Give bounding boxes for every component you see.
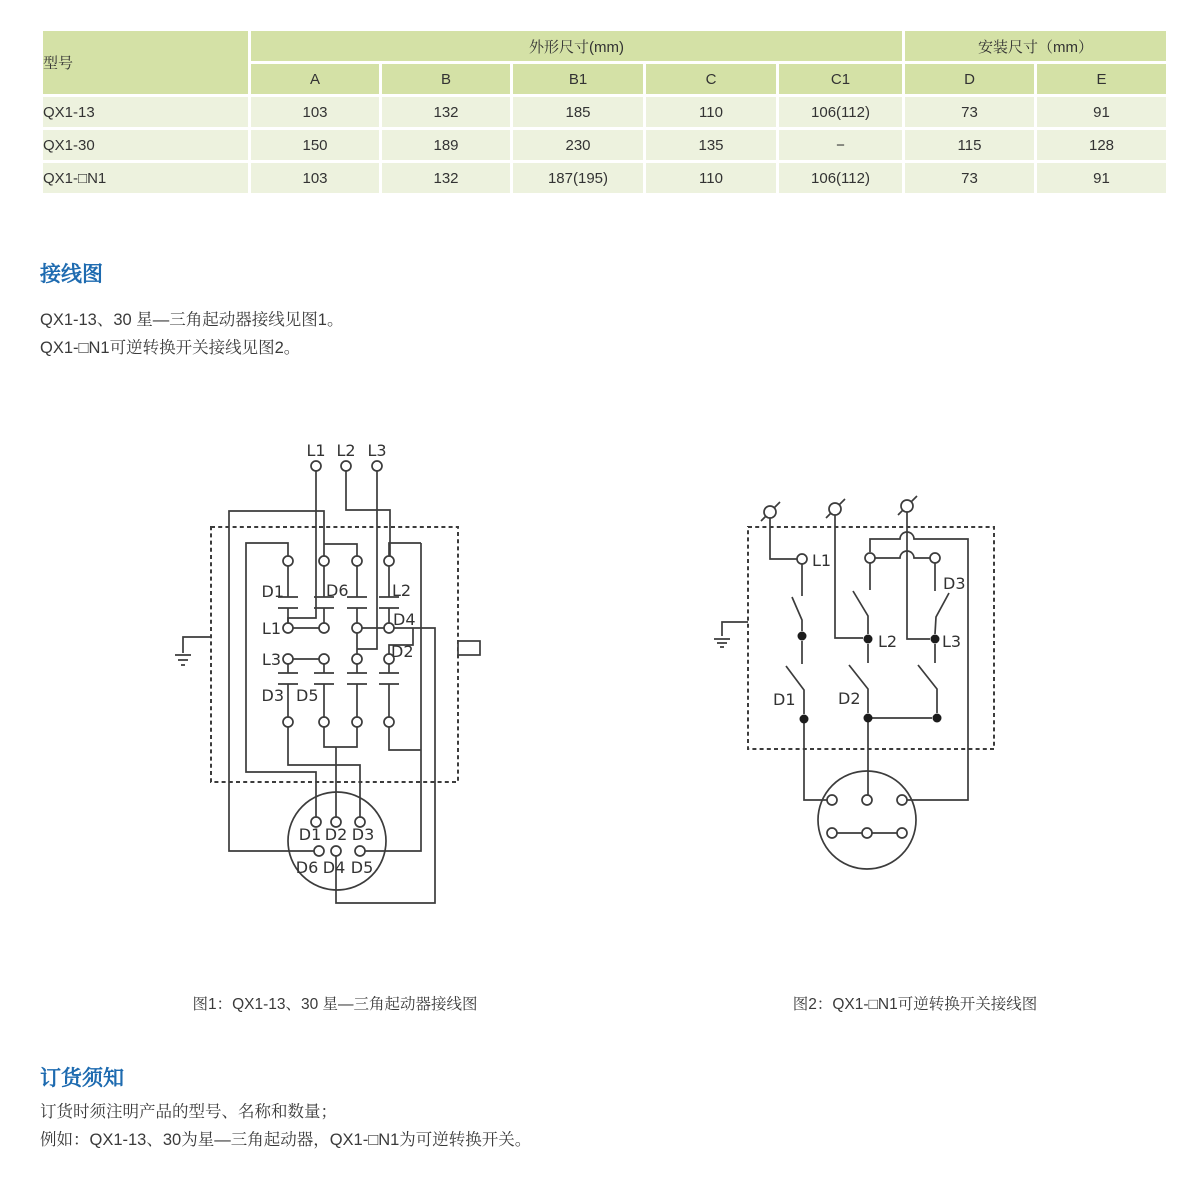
cell-a: 103: [251, 97, 379, 127]
fig1-label-l3-mid: L3: [261, 650, 281, 669]
cell-e: 128: [1037, 130, 1166, 160]
fig2-label-d2: D2: [838, 689, 861, 708]
fig1-ground-symbol: [175, 637, 211, 665]
fig2-wire-phase1: [770, 518, 797, 559]
fig2-node-d1: [800, 715, 809, 724]
fig1-label-d3: D3: [261, 686, 284, 705]
fig1-node: [319, 717, 329, 727]
fig2-supply-terminal-2: [829, 503, 841, 515]
fig1-label-d2: D2: [391, 642, 414, 661]
fig2-node: [865, 553, 875, 563]
col-header-d: D: [905, 64, 1034, 94]
table-header-mount-group: 安装尺寸（mm）: [905, 31, 1166, 61]
wiring-diagrams: [0, 435, 1200, 945]
ordering-text-line1: 订货时须注明产品的型号、名称和数量；: [40, 1103, 337, 1121]
fig1-wire-l1: [288, 471, 316, 623]
col-header-e: E: [1037, 64, 1166, 94]
cell-b: 132: [382, 97, 510, 127]
fig1-label-d6: D6: [326, 581, 349, 600]
fig2-motor-terminal: [827, 795, 837, 805]
table-header-dim-group: 外形尺寸(mm): [251, 31, 902, 61]
fig2-node-d3: [930, 553, 940, 563]
cell-c1: 106(112): [779, 163, 902, 193]
col-header-b1: B1: [513, 64, 643, 94]
ordering-text-line2: 例如：QX1-13、30为星—三角起动器，QX1-□N1为可逆转换开关。: [40, 1131, 532, 1149]
fig1-node: [283, 556, 293, 566]
figure1-caption: 图1：QX1-13、30 星—三角起动器接线图: [192, 996, 478, 1013]
cell-c: 110: [646, 163, 776, 193]
fig1-label-d1: D1: [261, 582, 284, 601]
fig2-motor-terminal: [897, 828, 907, 838]
fig2-node-d2: [864, 714, 873, 723]
fig2-supply-terminal-1: [764, 506, 776, 518]
fig1-motor-label-d2: D2: [324, 825, 348, 844]
cell-b: 189: [382, 130, 510, 160]
fig2-motor-circle: [818, 771, 916, 869]
fig2-switch-upper-1: [792, 564, 802, 631]
fig2-node: [798, 632, 807, 641]
cell-model: QX1-30: [43, 130, 248, 160]
col-header-c1: C1: [779, 64, 902, 94]
figure2-caption: 图2：QX1-□N1可逆转换开关接线图: [792, 996, 1038, 1013]
cell-b1: 185: [513, 97, 643, 127]
fig2-motor-terminal: [897, 795, 907, 805]
cell-b1: 230: [513, 130, 643, 160]
fig1-label-l2-top: L2: [336, 441, 356, 460]
wiring-text-line2: QX1-□N1可逆转换开关接线见图2。: [40, 339, 301, 357]
fig1-motor-terminal-d6: [314, 846, 324, 856]
cell-e: 91: [1037, 163, 1166, 193]
fig2-label-d1: D1: [773, 690, 796, 709]
fig1-node: [319, 623, 329, 633]
cell-b1: 187(195): [513, 163, 643, 193]
fig1-terminal-l1: [311, 461, 321, 471]
fig2-supply-terminal-3: [901, 500, 913, 512]
fig2-switch-upper-2: [853, 563, 870, 634]
fig2-node: [933, 714, 942, 723]
fig1-motor-label-d4: D4: [322, 858, 346, 877]
fig1-label-l2-mid: L2: [392, 581, 412, 600]
fig1-wire-col4-top: [389, 543, 421, 556]
cell-model: QX1-13: [43, 97, 248, 127]
fig2-node-l1: [797, 554, 807, 564]
fig1-node: [283, 717, 293, 727]
fig2-wire-crossover-mid: [875, 551, 930, 558]
fig2-motor-terminal: [827, 828, 837, 838]
table-row: [43, 97, 1166, 127]
col-header-b: B: [382, 64, 510, 94]
cell-c1: 106(112): [779, 97, 902, 127]
fig1-motor-label-d1: D1: [298, 825, 322, 844]
cell-d: 115: [905, 130, 1034, 160]
fig2-motor-terminal: [862, 828, 872, 838]
fig1-node: [384, 717, 394, 727]
fig1-motor-terminal-d4: [331, 846, 341, 856]
fig2-motor-terminal: [862, 795, 872, 805]
fig1-motor-label-d6: D6: [295, 858, 319, 877]
cell-d: 73: [905, 163, 1034, 193]
table-row: [43, 130, 1166, 160]
fig1-wire-top-link: [324, 544, 357, 556]
cell-e: 91: [1037, 97, 1166, 127]
fig1-node: [319, 654, 329, 664]
fig2-wire-phase3: [907, 512, 930, 639]
fig1-label-l1-mid: L1: [261, 619, 281, 638]
fig1-node: [384, 556, 394, 566]
figure2-reversing-switch-diagram: [714, 496, 994, 869]
fig1-label-l3-top: L3: [367, 441, 387, 460]
fig1-wire-d2-route: [324, 727, 357, 817]
fig1-side-terminal-block: [458, 641, 480, 655]
fig1-terminal-l2: [341, 461, 351, 471]
fig2-label-d3: D3: [943, 574, 966, 593]
table-row: [43, 163, 1166, 193]
fig1-motor-terminal-d5: [355, 846, 365, 856]
cell-model: QX1-□N1: [43, 163, 248, 193]
col-header-c: C: [646, 64, 776, 94]
cell-a: 150: [251, 130, 379, 160]
fig1-contact-upper-3: [347, 566, 367, 623]
fig1-node: [283, 654, 293, 664]
cell-c: 110: [646, 97, 776, 127]
fig1-node: [352, 623, 362, 633]
fig1-node: [352, 556, 362, 566]
fig2-wire-to-motor-left: [804, 723, 827, 800]
fig1-label-l1-top: L1: [306, 441, 326, 460]
cell-c: 135: [646, 130, 776, 160]
fig2-label-l2: L2: [878, 632, 898, 651]
table-header-model: 型号: [43, 31, 248, 94]
fig1-label-d5: D5: [296, 686, 319, 705]
fig2-switch-lower-3: [918, 644, 937, 713]
fig2-node-l3: [931, 635, 940, 644]
ordering-section-title: 订货须知: [40, 1067, 124, 1090]
fig1-motor-label-d5: D5: [350, 858, 374, 877]
fig2-ground-symbol: [714, 622, 748, 647]
fig2-label-l1: L1: [812, 551, 832, 570]
cell-b: 132: [382, 163, 510, 193]
wiring-section-title: 接线图: [40, 263, 103, 286]
fig2-wire-phase2: [835, 515, 863, 638]
cell-a: 103: [251, 163, 379, 193]
col-header-a: A: [251, 64, 379, 94]
fig1-terminal-l3: [372, 461, 382, 471]
fig1-motor-label-d3: D3: [351, 825, 375, 844]
figure1-star-delta-diagram: [175, 441, 480, 903]
fig1-node: [352, 717, 362, 727]
cell-d: 73: [905, 97, 1034, 127]
fig1-node: [283, 623, 293, 633]
dimensions-table: [40, 28, 1169, 196]
fig1-wire-col4-bottom: [389, 727, 421, 750]
cell-c1: −: [779, 130, 902, 160]
fig1-node: [319, 556, 329, 566]
fig1-label-d4: D4: [393, 610, 416, 629]
fig1-node: [352, 654, 362, 664]
wiring-text-line1: QX1-13、30 星—三角起动器接线见图1。: [40, 311, 344, 329]
fig2-label-l3: L3: [942, 632, 962, 651]
fig1-contact-lower-4: [379, 664, 399, 717]
fig1-contact-lower-3: [347, 664, 367, 717]
fig2-node-l2: [864, 635, 873, 644]
